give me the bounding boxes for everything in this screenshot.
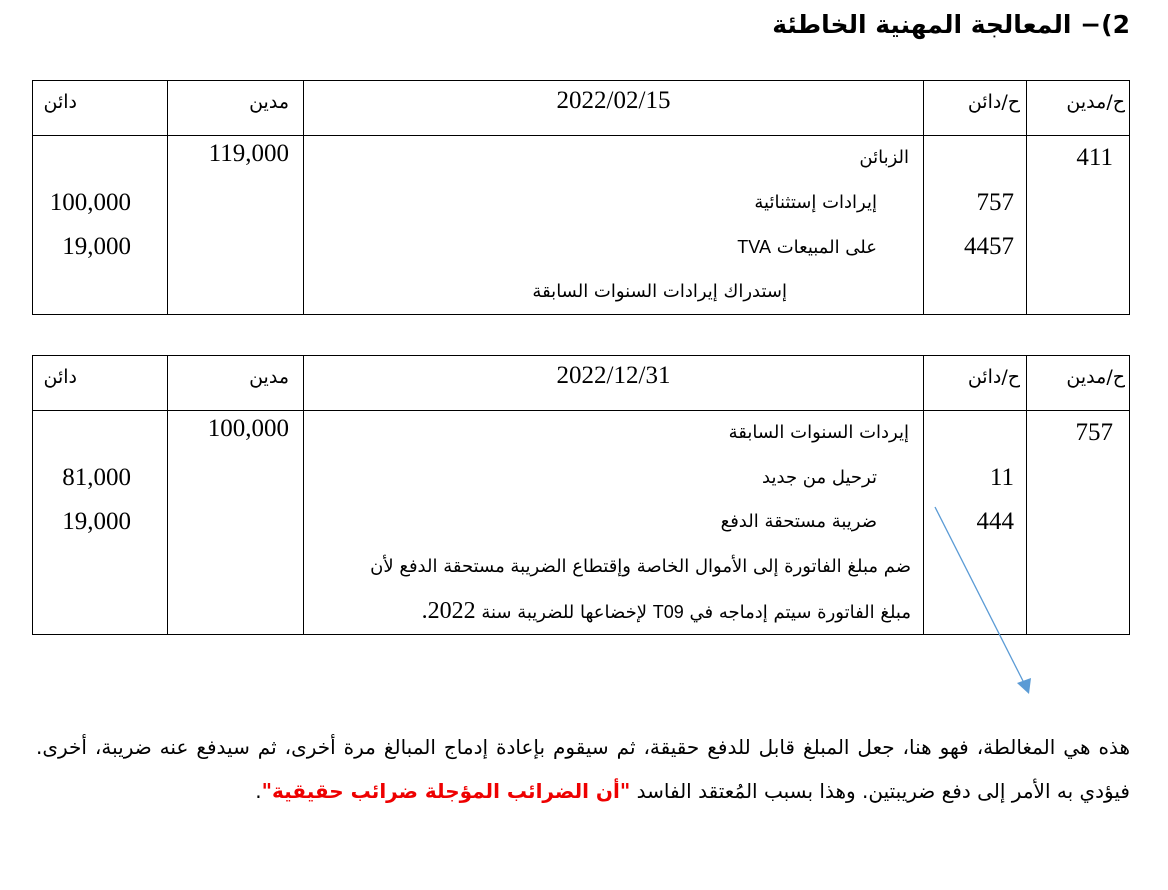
entry-date: 2022/02/15 [304,81,924,136]
header-credit: دائن [33,81,168,136]
header-debit: مدين [168,356,304,411]
credit-amount: 19,000 [62,233,131,260]
entry-note: إستدراك إيرادات السنوات السابقة [532,280,787,302]
debit-amount: 100,000 [207,415,289,442]
highlighted-quote: "أن الضرائب المؤجلة ضرائب حقيقية" [261,779,631,803]
credit-account: 11 [989,463,1014,491]
debit-account: 411 [1076,144,1113,171]
debit-amount: 119,000 [208,140,289,167]
credit-label: ترحيل من جديد [762,466,877,488]
credit-label: على المبيعات TVA [737,237,877,258]
entry-note-line: مبلغ الفاتورة سيتم إدماجه في T09 لإخضاعها للضريبة سنة 2022. [421,598,911,624]
credit-account: 444 [976,508,1014,535]
credit-label: ضريبة مستحقة الدفع [720,511,877,532]
credit-account: 757 [976,188,1014,216]
header-credit: دائن [33,356,168,411]
debit-label: إيردات السنوات السابقة [728,422,909,443]
credit-amount: 81,000 [62,463,131,491]
credit-amount: 19,000 [62,508,131,535]
header-credit-account: ح/دائن [924,81,1027,136]
debit-label: الزبائن [859,147,909,168]
arrow-line [935,507,1024,683]
debit-account: 757 [1075,419,1113,446]
arrow-head [1017,678,1031,694]
header-debit: مدين [168,81,304,136]
entry-note-line: ضم مبلغ الفاتورة إلى الأموال الخاصة وإقتطاع الضريبة مستحقة الدفع لأن [370,555,911,577]
header-credit-account: ح/دائن [924,356,1027,411]
credit-amount: 100,000 [49,188,131,216]
entry-date: 2022/12/31 [304,356,924,411]
header-debit-account: ح/مدين [1027,81,1130,136]
header-debit-account: ح/مدين [1027,356,1130,411]
section-title: 2)− المعالجة المهنية الخاطئة [772,10,1130,39]
explanation-paragraph: هذه هي المغالطة، فهو هنا، جعل المبلغ قابل للدفع حقيقة، ثم سيقوم بإعادة إدماج المبالغ مرة أخرى، ثم سيدفع عنه ضريبة، أخرى. فيؤدي به الأمر إلى دفع ضريبتين. وهذا بسبب المُعتقد الفاسد "أن الضرائب المؤجلة ضرائب حقيقية". [36,735,1130,803]
credit-label: إيرادات إستثنائية [754,191,877,213]
credit-account: 4457 [964,233,1014,260]
